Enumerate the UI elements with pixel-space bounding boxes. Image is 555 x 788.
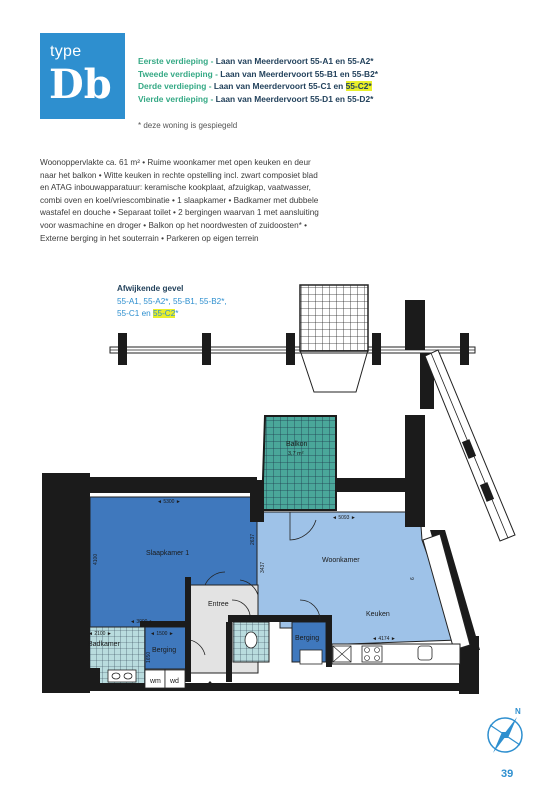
floor-plan <box>0 270 555 710</box>
gevel-units-text: 55-C1 en <box>117 309 153 318</box>
floor-line <box>138 55 538 68</box>
gevel-heading: Afwijkende gevel <box>117 284 184 293</box>
page-number: 39 <box>501 768 514 780</box>
label-woonkamer: Woonkamer <box>322 557 360 564</box>
description-line: wastafel en douche • Separaat toilet • 2 bergingen waarvan 1 met aansluiting <box>40 208 319 218</box>
dim-label: ◄ 5093 ► <box>332 515 356 521</box>
room-woonkamer <box>257 512 458 645</box>
description-line: naar het balkon • Witte keuken in rechte opstelling incl. zwart composiet blad <box>40 170 318 180</box>
compass-icon <box>482 705 532 757</box>
floor-address-list <box>138 55 538 105</box>
floor-address: Laan van Meerdervoort 55-C1 en <box>213 81 346 91</box>
dim-label: 4100 <box>93 553 99 565</box>
dim-label: 2637 <box>250 533 256 545</box>
type-code: Db <box>49 61 112 108</box>
dim-label: ◄ 3000 ► <box>130 619 154 625</box>
separator: - <box>212 68 221 79</box>
separator: - <box>208 93 216 104</box>
compass-north-label: N <box>515 707 521 716</box>
floor-name: Tweede verdieping <box>138 68 213 79</box>
floor-address: Laan van Meerdervoort 55-A1 en 55-A2* <box>215 56 374 66</box>
dim-label: 6 <box>410 577 416 580</box>
wm-label: wm <box>150 678 161 685</box>
separator: - <box>206 81 214 91</box>
dim-label: 3437 <box>260 561 266 573</box>
highlighted-unit: 55-C2 <box>152 309 176 318</box>
floor-line <box>138 93 538 106</box>
label-balkon: Balkon <box>286 441 308 448</box>
label-berging-1: Berging <box>152 647 177 654</box>
dim-label: ◄ 1500 ► <box>150 631 174 637</box>
gevel-units-line: 55-A1, 55-A2*, 55-B1, 55-B2*, <box>117 296 227 306</box>
type-prefix: type <box>50 43 82 60</box>
mirror-note: * deze woning is gespiegeld <box>138 121 238 130</box>
label-balkon-area: 3,7 m² <box>288 451 304 457</box>
floor-line <box>138 80 538 93</box>
dim-label: ◄ 2100 ► <box>88 631 112 637</box>
label-badkamer: Badkamer <box>88 641 120 648</box>
floor-address: Laan van Meerdervoort 55-D1 en 55-D2* <box>215 93 374 104</box>
description-line: Externe berging in het souterrain • Parkeren op eigen terrein <box>40 233 259 243</box>
floor-name: Derde verdieping <box>138 81 207 91</box>
gevel-units-text: * <box>175 309 179 318</box>
room-balkon <box>262 416 336 510</box>
dim-label: ◄ 5300 ► <box>157 499 181 505</box>
description-line: combi oven en koel/vriescombinatie • 1 slaapkamer • Badkamer met dubbele <box>40 195 319 205</box>
dim-label: ◄ 4174 ► <box>372 636 396 642</box>
label-slaapkamer: Slaapkamer 1 <box>146 550 190 557</box>
dim-label: 1650 <box>146 651 152 663</box>
label-berging-2: Berging <box>295 635 320 642</box>
description <box>40 157 400 245</box>
label-keuken: Keuken <box>366 611 390 618</box>
wd-label: wd <box>170 678 179 685</box>
description-line: Woonoppervlakte ca. 61 m² • Ruime woonkamer met open keuken en deur <box>40 158 311 167</box>
type-badge <box>40 33 125 119</box>
floor-name: Vierde verdieping <box>138 93 209 104</box>
floor-line <box>138 68 538 81</box>
separator: - <box>208 56 216 66</box>
description-line: voor wasmachine en droger • Balkon op het noordwesten of zuidoosten* • <box>40 220 307 230</box>
highlighted-unit: 55-C2* <box>345 81 372 91</box>
description-line: en ATAG inbouwapparatuur: keramische kookplaat, afzuigkap, vaatwasser, <box>40 183 311 193</box>
label-entree: Entree <box>208 601 229 608</box>
floor-address: Laan van Meerdervoort 55-B1 en 55-B2* <box>220 68 379 79</box>
floor-name: Eerste verdieping <box>138 56 209 66</box>
